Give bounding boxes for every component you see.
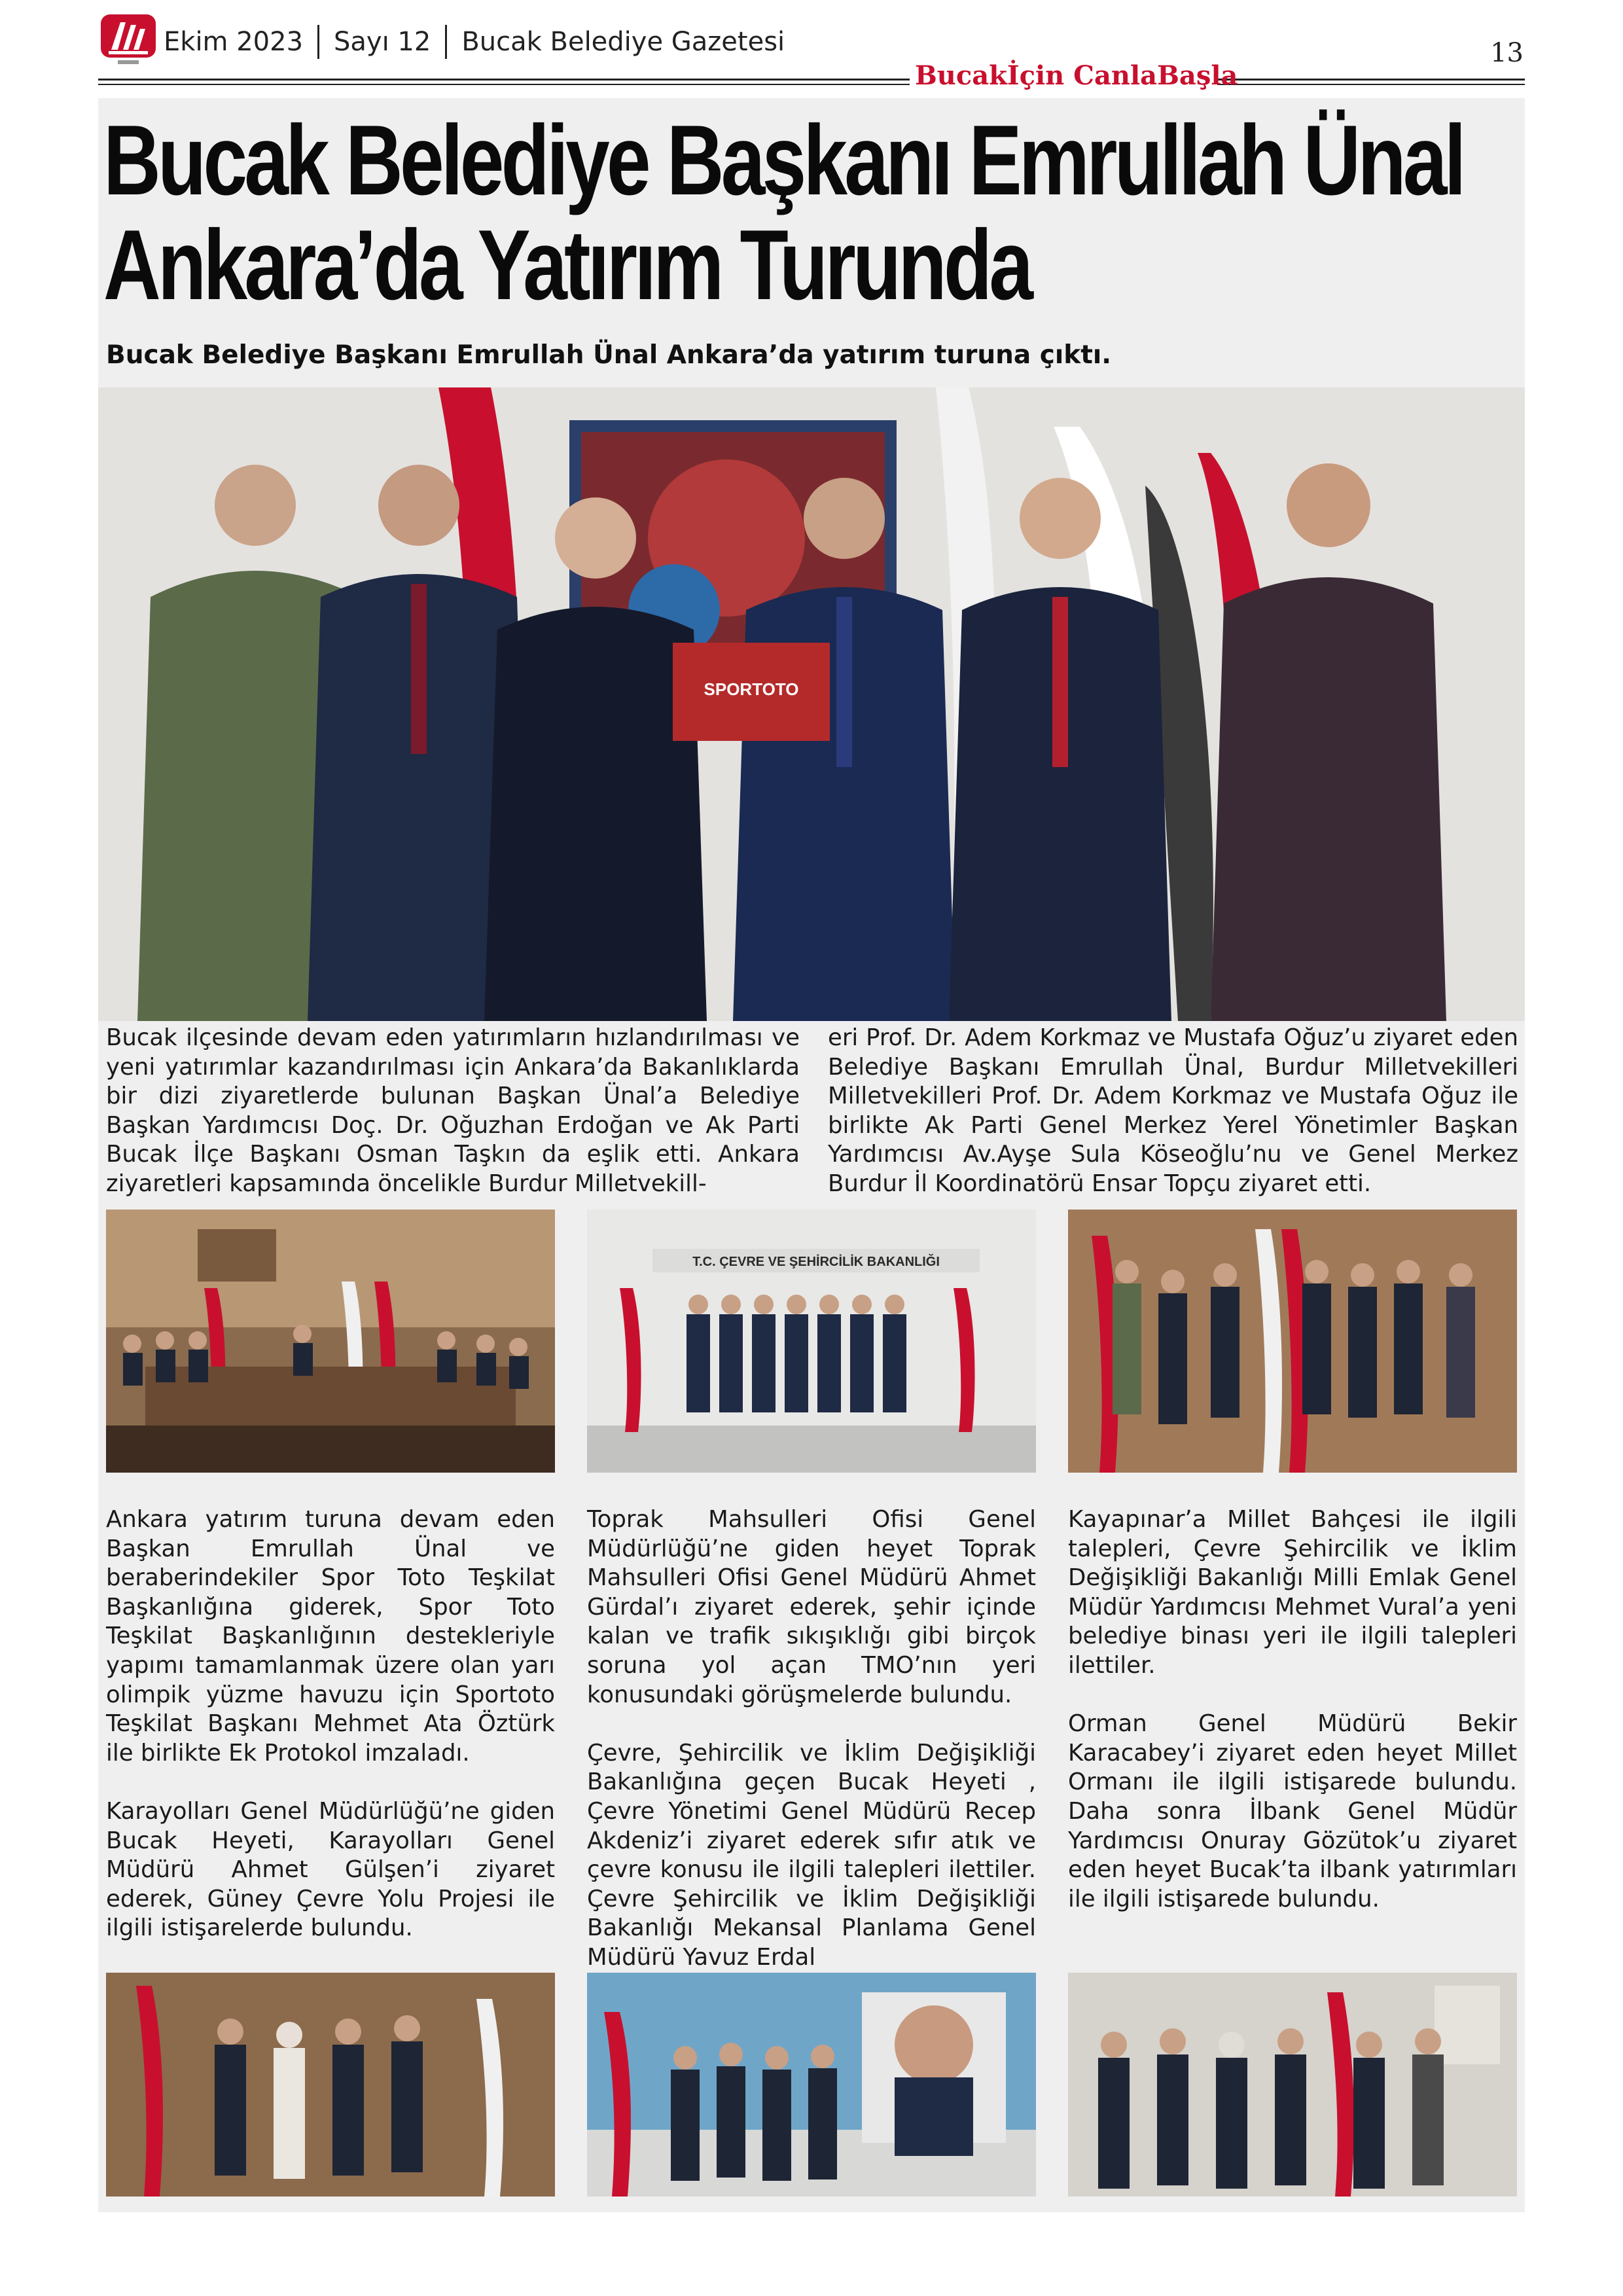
- photo-party-headquarters: [587, 1973, 1036, 2197]
- issue-number: Sayı 12: [334, 27, 431, 57]
- photo-sign-text: T.C. ÇEVRE VE ŞEHİRCİLİK BAKANLIĞI: [692, 1255, 940, 1269]
- intro-paragraph-right: eri Prof. Dr. Adem Korkmaz ve Mustafa Oğuz’u ziyaret eden Belediye Başkanı Emrullah Ünal, Burdur Milletvekilleri Milletvekilleri Prof. Dr. Adem Korkmaz ve Mustafa Oğuz ile birlikte Ak Parti Genel Merkez Yerel Yönetimler Başkan Yardımcısı Av.Ayşe Sula Köseoğlu’nu ve Genel Merkez Burdur İl Koordinatörü Ensar Topçu ziyaret etti.: [828, 1024, 1518, 1197]
- masthead-info: [164, 25, 785, 59]
- slogan: Bucakİçin CanlaBaşla: [915, 60, 1238, 91]
- photo-forestry-visit: [1068, 1973, 1517, 2197]
- municipality-logo: [98, 12, 158, 68]
- article-column-2: [587, 1505, 1036, 1973]
- photo-ministry-group: [587, 1210, 1036, 1473]
- headline: [103, 105, 1517, 321]
- photo-office-group: [1068, 1210, 1517, 1473]
- paragraph: Ankara yatırım turuna devam eden Başkan Emrullah Ünal ve beraberindekiler Spor Toto Teşkilat Başkanlığına giderek, Spor Toto Teşkilat Başkanlığının destekleriyle yapımı tamamlanmak üzere olan yarı olimpik yüzme havuzu için Sportoto Teşkilat Başkanı Mehmet Ata Öztürk ile birlikte Ek Protokol imzaladı.: [106, 1506, 555, 1767]
- paragraph: Karayolları Genel Müdürlüğü’ne giden Bucak Heyeti, Karayolları Genel Müdürü Ahmet Gülşen’i ziyaret ederek, Güney Çevre Yolu Projesi ile ilgili istişarelerde bulundu.: [106, 1797, 555, 1942]
- photo-highways-visit: [106, 1973, 555, 2197]
- header-rule: [1217, 84, 1525, 85]
- paragraph: Toprak Mahsulleri Ofisi Genel Müdürlüğü’ne giden heyet Toprak Mahsulleri Ofisi Genel Müdürü Ahmet Gürdal’ı ziyaret ederek, şehir içinde kalan ve trafik sıkışıklığı gibi birçok soruna yol açan TMO’nın yeri konusundaki görüşmelerde bulundu.: [587, 1506, 1036, 1708]
- page-number: 13: [1490, 38, 1524, 68]
- headline-line-2: Ankara’da Yatırım Turunda: [103, 209, 1031, 321]
- header-rule: [98, 84, 910, 85]
- publication-name: Bucak Belediye Gazetesi: [461, 27, 785, 57]
- subheadline: Bucak Belediye Başkanı Emrullah Ünal Ankara’da yatırım turuna çıktı.: [106, 340, 1112, 370]
- paragraph: Çevre, Şehircilik ve İklim Değişikliği Bakanlığına geçen Bucak Heyeti , Çevre Yönetimi Genel Müdürü Recep Akdeniz’i ziyaret ederek sıfır atık ve çevre konusu ile ilgili talepleri ilettiler. Çevre Şehircilik ve İklim Değişikliği Bakanlığı Mekansal Planlama Genel Müdürü Yavuz Erdal: [587, 1739, 1036, 1971]
- headline-line-1: Bucak Belediye Başkanı Emrullah Ünal: [103, 105, 1463, 216]
- main-photo-sign: SPORTOTO: [704, 679, 799, 699]
- header-rule: [98, 79, 910, 81]
- article-column-3: [1068, 1505, 1517, 1914]
- article-column-1: [106, 1505, 555, 1943]
- header-rule: [1217, 79, 1525, 81]
- divider: [317, 25, 319, 59]
- intro-paragraph-left: Bucak ilçesinde devam eden yatırımların hızlandırılması ve yeni yatırımlar kazandırılması için Ankara’da Bakanlıklarda bir dizi ziyaretlerde bulunan Başkan Ünal’a Belediye Başkan Yardımcısı Doç. Dr. Oğuzhan Erdoğan ve Ak Parti Bucak İlçe Başkanı Osman Taşkın da eşlik etti. Ankara ziyaretleri kapsamında öncelikle Burdur Milletvekill-: [106, 1024, 800, 1197]
- photo-meeting-room: [106, 1210, 555, 1473]
- paragraph: Orman Genel Müdürü Bekir Karacabey’i ziyaret eden heyet Millet Ormanı ile ilgili istişarede bulundu. Daha sonra İlbank Genel Müdür Yardımcısı Onuray Gözütok’u ziyaret eden heyet Bucak’ta ilbank yatırımları ile ilgili istişarede bulundu.: [1068, 1710, 1517, 1912]
- divider: [445, 25, 447, 59]
- paragraph: Kayapınar’a Millet Bahçesi ile ilgili talepleri, Çevre Şehircilik ve İklim Değişikliği Bakanlığı Milli Emlak Genel Müdür Yardımcısı Mehmet Vural’a yeni belediye binası yeri ile ilgili talepleri ilettiler.: [1068, 1506, 1517, 1679]
- issue-date: Ekim 2023: [164, 27, 304, 57]
- main-photo: [98, 387, 1525, 1021]
